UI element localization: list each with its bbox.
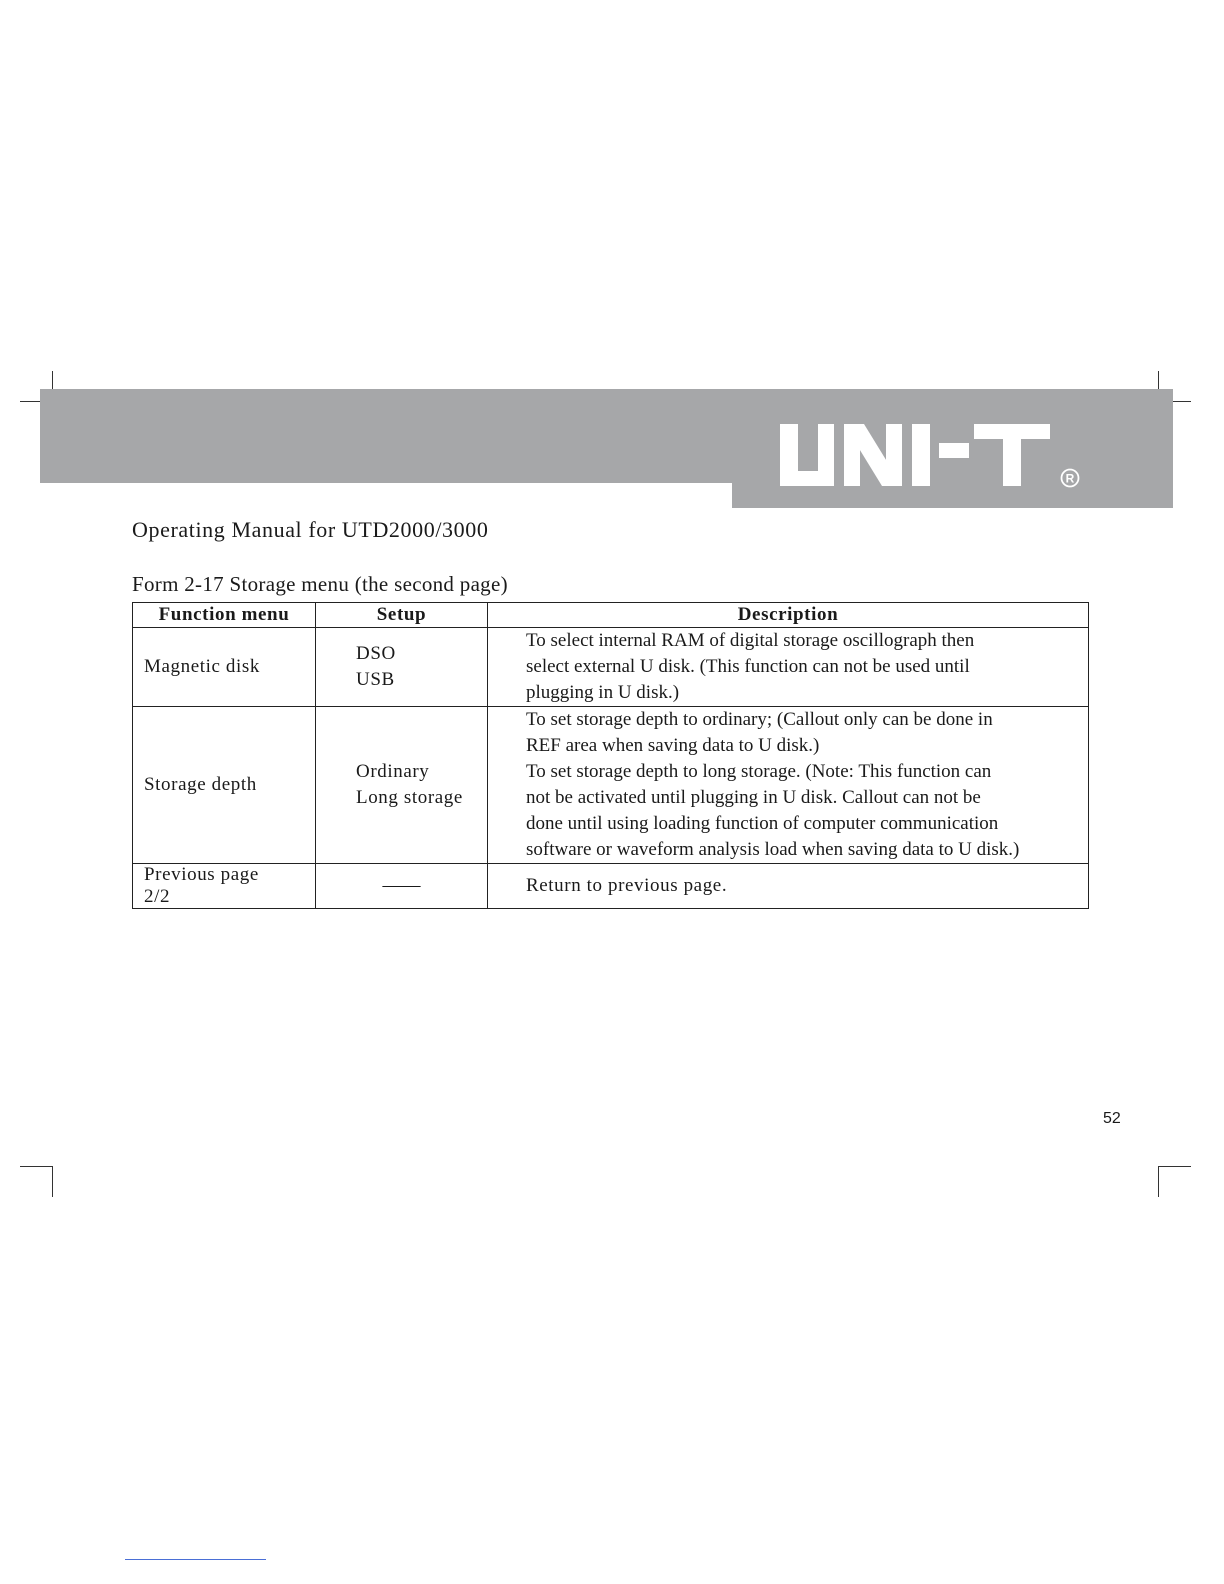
setup-cell <box>316 707 488 864</box>
crop-mark-top-left-horizontal <box>20 401 40 402</box>
setup-cell <box>316 628 488 707</box>
crop-mark-bottom-left-vertical <box>52 1166 53 1197</box>
description-line: Return to previous page. <box>526 875 728 896</box>
svg-text:R: R <box>1065 471 1075 486</box>
storage-menu-table <box>132 602 1089 909</box>
table-caption: Form 2-17 Storage menu (the second page) <box>132 572 508 596</box>
function-label: 2/2 <box>144 886 171 907</box>
description-line: To set storage depth to ordinary; (Callout only can be done in <box>526 709 993 730</box>
description-line: select external U disk. (This function can not be used until <box>526 656 970 677</box>
description-line: To set storage depth to long storage. (Note: This function can <box>526 761 992 782</box>
setup-option: DSO <box>356 643 396 664</box>
description-line: not be activated until plugging in U disk. Callout can not be <box>526 787 981 808</box>
column-header-function-menu: Function menu <box>133 603 316 628</box>
footer-link-underline <box>125 1559 266 1560</box>
table-row <box>133 628 1089 707</box>
setup-option: USB <box>356 669 395 690</box>
column-header-description: Description <box>488 603 1089 628</box>
function-label: Storage depth <box>144 774 257 795</box>
table-row <box>133 864 1089 909</box>
crop-mark-bottom-right-vertical <box>1158 1166 1159 1197</box>
table-header-row <box>133 603 1089 628</box>
description-line: REF area when saving data to U disk.) <box>526 735 820 756</box>
crop-mark-top-right-vertical <box>1158 371 1159 391</box>
document-title: Operating Manual for UTD2000/3000 <box>132 517 489 542</box>
uni-t-logo <box>778 424 1082 490</box>
setup-option: —— <box>382 875 421 896</box>
setup-cell <box>316 864 488 909</box>
table-row <box>133 707 1089 864</box>
description-cell <box>488 628 1089 707</box>
function-cell <box>133 864 316 909</box>
description-line: done until using loading function of computer communication <box>526 813 999 834</box>
setup-option: Ordinary <box>356 761 430 782</box>
function-cell <box>133 707 316 864</box>
description-line: plugging in U disk.) <box>526 682 680 703</box>
description-cell <box>488 864 1089 909</box>
page-number: 52 <box>1103 1110 1121 1127</box>
function-label: Magnetic disk <box>144 656 260 677</box>
column-header-setup: Setup <box>316 603 488 628</box>
setup-option: Long storage <box>356 787 463 808</box>
description-line: To select internal RAM of digital storage oscillograph then <box>526 630 975 651</box>
function-cell <box>133 628 316 707</box>
description-line: software or waveform analysis load when saving data to U disk.) <box>526 839 1020 860</box>
crop-mark-top-left-vertical <box>52 371 53 391</box>
crop-mark-bottom-left-horizontal <box>20 1166 53 1167</box>
function-label: Previous page <box>144 864 259 885</box>
crop-mark-bottom-right-horizontal <box>1158 1166 1191 1167</box>
description-cell <box>488 707 1089 864</box>
crop-mark-top-right-horizontal <box>1173 401 1191 402</box>
